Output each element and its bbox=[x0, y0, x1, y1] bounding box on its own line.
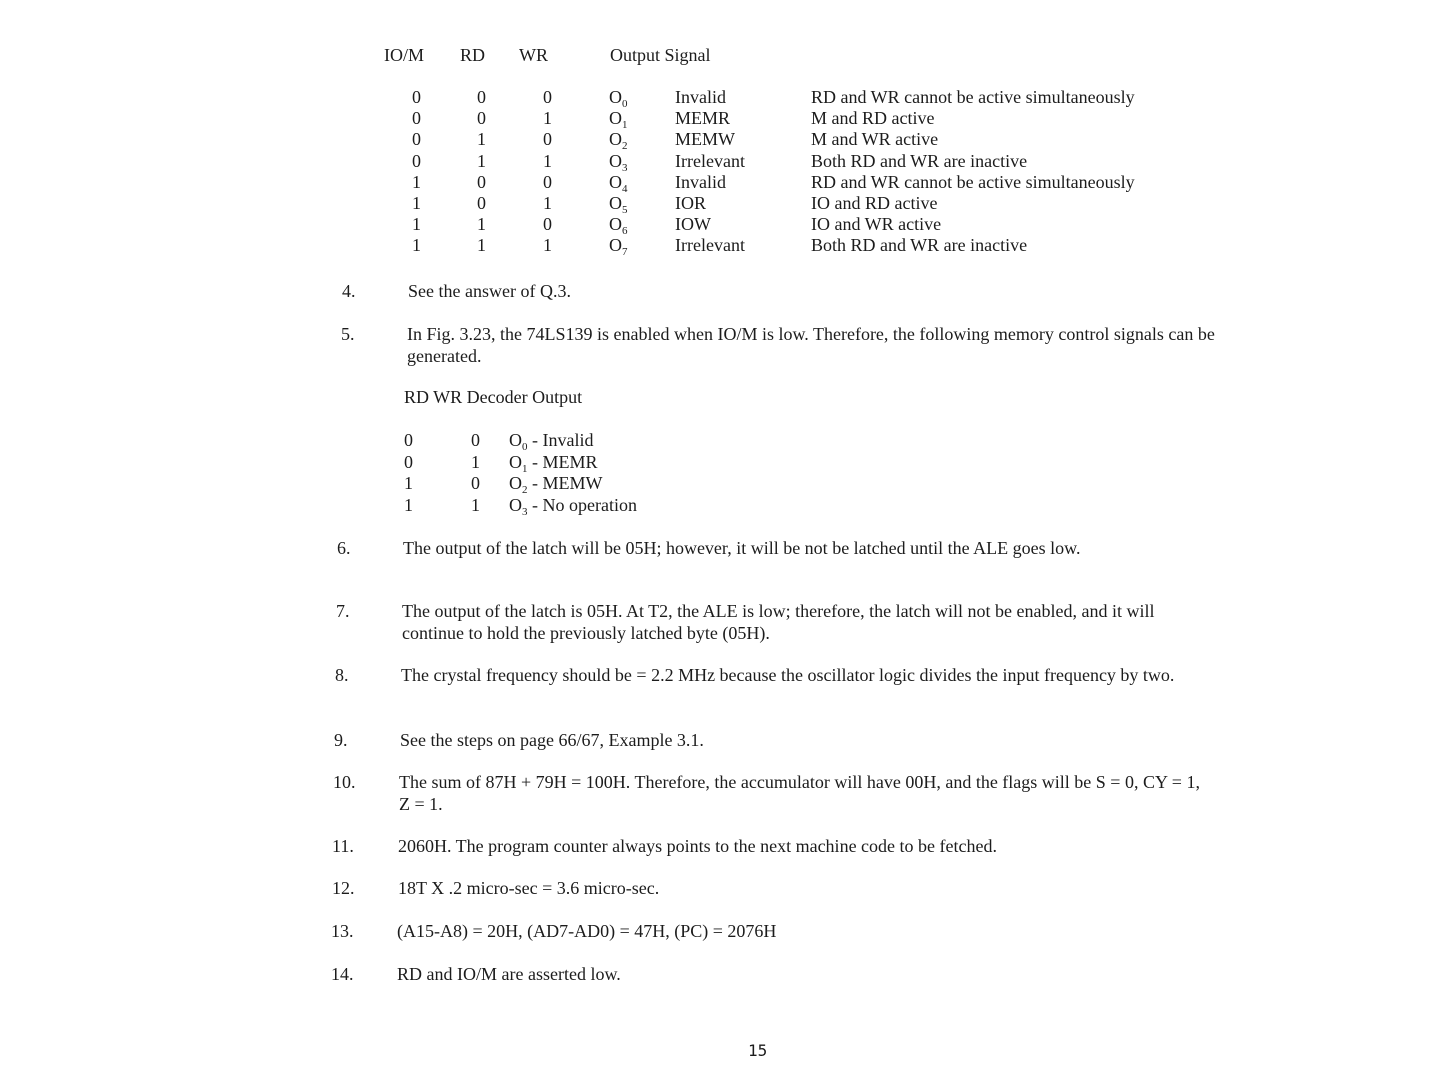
answer-number: 11. bbox=[332, 836, 354, 856]
answer-text: 18T X .2 micro-sec = 3.6 micro-sec. bbox=[398, 878, 660, 898]
cell-decoder-output: $O_0$ - Invalid bbox=[509, 430, 594, 453]
answer-text: The crystal frequency should be = 2.2 MHz because the oscillator logic divides the input frequency by two. bbox=[401, 665, 1175, 685]
cell-iom: 1 bbox=[412, 192, 421, 213]
cell-wr: 0 bbox=[543, 214, 552, 235]
answer-number: 14. bbox=[331, 964, 354, 984]
answer-number: 13. bbox=[331, 921, 354, 941]
answer-text: See the answer of Q.3. bbox=[408, 281, 571, 301]
cell-iom: 1 bbox=[412, 235, 421, 256]
cell-rd: 0 bbox=[404, 451, 413, 472]
cell-output-code: $O_1$ bbox=[609, 108, 628, 132]
answer-text: The sum of 87H + 79H = 100H. Therefore, the accumulator will have 00H, and the flags will be S = 0, CY = 1, Z = 1. bbox=[399, 772, 1200, 814]
cell-output-code: $O_6$ bbox=[609, 214, 628, 238]
answer-text: See the steps on page 66/67, Example 3.1. bbox=[400, 730, 704, 750]
cell-signal: Irrelevant bbox=[675, 235, 745, 256]
cell-output-code: $O_7$ bbox=[609, 235, 628, 259]
cell-wr: 0 bbox=[543, 129, 552, 150]
cell-description: IO and RD active bbox=[811, 192, 938, 213]
cell-rd: 1 bbox=[404, 473, 413, 493]
cell-iom: 1 bbox=[412, 214, 421, 235]
cell-iom: 0 bbox=[412, 129, 421, 150]
answer-number: 7. bbox=[336, 601, 350, 621]
cell-signal: Irrelevant bbox=[675, 150, 745, 171]
cell-wr: 0 bbox=[471, 430, 480, 450]
cell-description: RD and WR cannot be active simultaneously bbox=[811, 171, 1135, 192]
cell-wr: 1 bbox=[543, 108, 552, 129]
header-iom: IO/M bbox=[384, 45, 424, 65]
header-wr: WR bbox=[519, 45, 548, 65]
cell-signal: Invalid bbox=[675, 171, 726, 192]
cell-signal: Invalid bbox=[675, 87, 726, 107]
cell-rd: 1 bbox=[477, 214, 486, 235]
cell-rd: 1 bbox=[477, 150, 486, 171]
header-output-signal: Output Signal bbox=[610, 45, 711, 65]
cell-output-code: $O_3$ bbox=[609, 150, 628, 174]
answer-text: RD and IO/M are asserted low. bbox=[397, 964, 621, 984]
cell-wr: 1 bbox=[471, 494, 480, 515]
header-rd: RD bbox=[460, 45, 486, 65]
cell-rd: 0 bbox=[477, 171, 486, 192]
cell-output-code: $O_5$ bbox=[609, 192, 628, 216]
answer-text: The output of the latch will be 05H; however, it will be not be latched until the ALE goes low. bbox=[403, 538, 1081, 558]
cell-description: M and RD active bbox=[811, 108, 935, 129]
cell-output-code: $O_0$ bbox=[609, 87, 628, 110]
cell-description: IO and WR active bbox=[811, 214, 942, 235]
cell-decoder-output: $O_2$ - MEMW bbox=[509, 473, 603, 496]
cell-wr: 0 bbox=[471, 473, 480, 493]
cell-rd: 1 bbox=[404, 494, 413, 515]
answer-number: 12. bbox=[332, 878, 355, 898]
cell-wr: 1 bbox=[543, 192, 552, 213]
cell-signal: IOR bbox=[675, 192, 706, 213]
answer-number: 4. bbox=[342, 281, 356, 301]
cell-iom: 0 bbox=[412, 87, 421, 107]
cell-wr: 1 bbox=[543, 150, 552, 171]
answer-number: 8. bbox=[335, 665, 349, 685]
answer-text: (A15-A8) = 20H, (AD7-AD0) = 47H, (PC) = 2076H bbox=[397, 921, 777, 941]
cell-iom: 0 bbox=[412, 108, 421, 129]
cell-rd: 0 bbox=[477, 192, 486, 213]
cell-rd: 0 bbox=[477, 87, 486, 107]
page-number: 15 bbox=[748, 1041, 768, 1060]
decoder-header: RD WR Decoder Output bbox=[404, 387, 583, 407]
cell-description: Both RD and WR are inactive bbox=[811, 150, 1028, 171]
cell-wr: 1 bbox=[543, 235, 552, 256]
answer-number: 10. bbox=[333, 772, 356, 792]
cell-signal: MEMR bbox=[675, 108, 731, 129]
cell-decoder-output: $O_3$ - No operation bbox=[509, 494, 637, 518]
answer-text: In Fig. 3.23, the 74LS139 is enabled when IO/M is low. Therefore, the following memory control signals can be generated. bbox=[407, 324, 1215, 366]
cell-wr: 1 bbox=[471, 451, 480, 472]
cell-rd: 1 bbox=[477, 235, 486, 256]
cell-output-code: $O_4$ bbox=[609, 171, 628, 195]
cell-wr: 0 bbox=[543, 171, 552, 192]
cell-iom: 1 bbox=[412, 171, 421, 192]
cell-signal: MEMW bbox=[675, 129, 735, 150]
cell-rd: 0 bbox=[404, 430, 413, 450]
cell-signal: IOW bbox=[675, 214, 711, 235]
cell-output-code: $O_2$ bbox=[609, 129, 628, 153]
answer-text: 2060H. The program counter always points to the next machine code to be fetched. bbox=[398, 836, 997, 856]
answer-number: 5. bbox=[341, 324, 355, 344]
cell-wr: 0 bbox=[543, 87, 552, 107]
cell-decoder-output: $O_1$ - MEMR bbox=[509, 451, 598, 475]
cell-rd: 0 bbox=[477, 108, 486, 129]
cell-description: RD and WR cannot be active simultaneously bbox=[811, 87, 1135, 107]
answer-number: 9. bbox=[334, 730, 348, 750]
cell-description: Both RD and WR are inactive bbox=[811, 235, 1028, 256]
answer-number: 6. bbox=[337, 538, 351, 558]
answer-text: The output of the latch is 05H. At T2, the ALE is low; therefore, the latch will not be enabled, and it will continue to hold the previously latched byte (05H). bbox=[402, 601, 1155, 643]
cell-description: M and WR active bbox=[811, 129, 939, 150]
cell-iom: 0 bbox=[412, 150, 421, 171]
cell-rd: 1 bbox=[477, 129, 486, 150]
